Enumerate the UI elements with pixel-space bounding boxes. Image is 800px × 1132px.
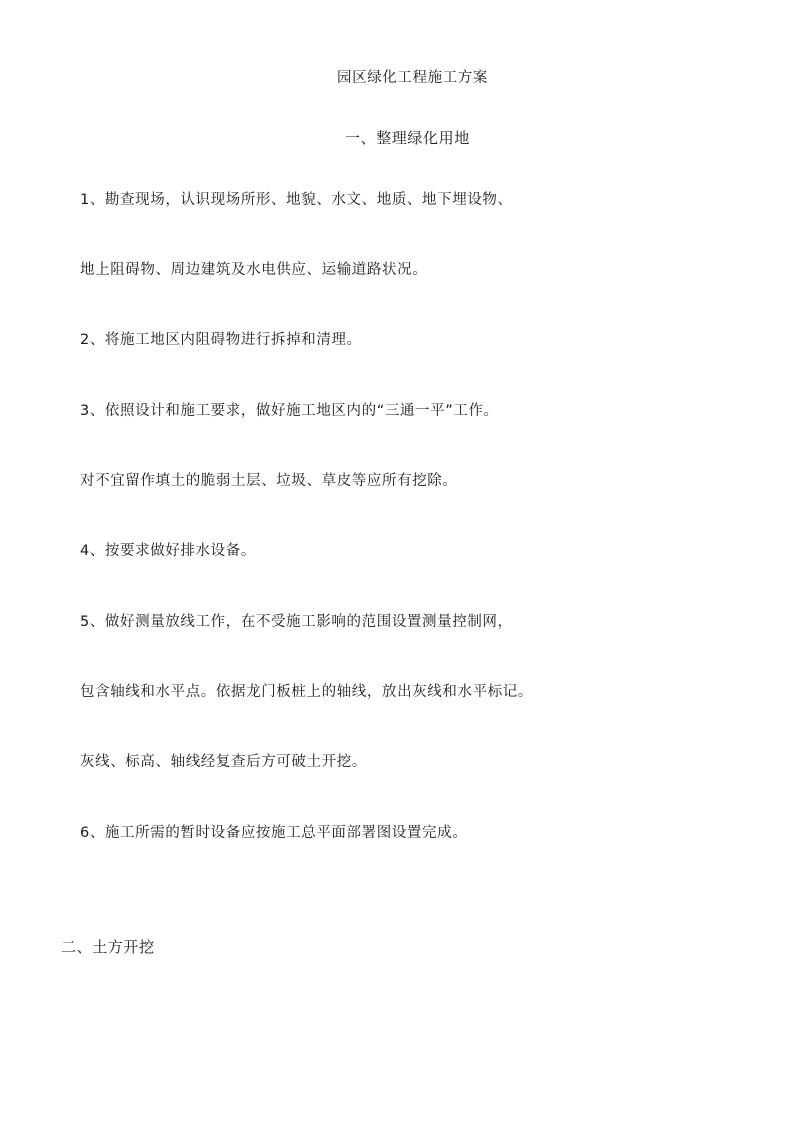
paragraph-5: 对不宜留作填土的脆弱土层、垃圾、草皮等应所有挖除。 [80,473,458,489]
paragraph-2: 地上阻碍物、周边建筑及水电供应、运输道路状况。 [80,262,428,278]
paragraph-6: 4、按要求做好排水设备。 [80,543,256,559]
paragraph-9: 灰线、标高、轴线经复查后方可破土开挖。 [80,754,367,770]
paragraph-1: 1、勘查现场，认识现场所形、地貌、水文、地质、地下埋设物、 [80,192,513,208]
paragraph-8: 包含轴线和水平点。依据龙门板桩上的轴线，放出灰线和水平标记。 [80,684,533,700]
section-heading-earthwork: 二、土方开挖 [61,938,155,956]
document-title: 园区绿化工程施工方案 [337,70,488,86]
paragraph-10: 6、施工所需的暂时设备应按施工总平面部署图设置完成。 [80,825,468,841]
paragraph-7: 5、做好测量放线工作，在不受施工影响的范围设置测量控制网， [80,614,513,630]
paragraph-4: 3、依照设计和施工要求，做好施工地区内的“三通一平”工作。 [80,403,499,419]
section-heading-site-preparation: 一、整理绿化用地 [345,129,470,147]
paragraph-3: 2、将施工地区内阻碍物进行拆掉和清理。 [80,332,362,348]
